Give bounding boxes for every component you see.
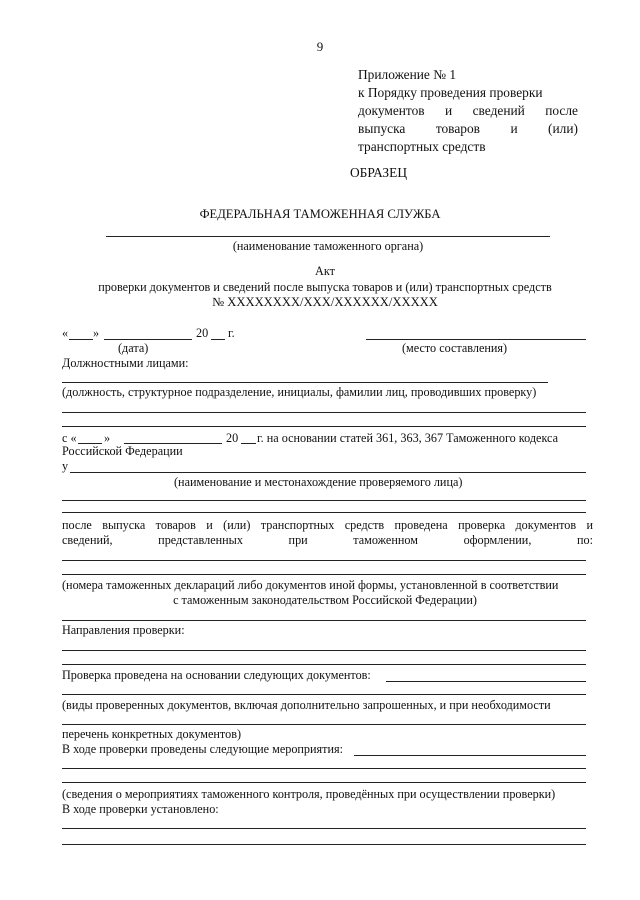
place-line [366, 339, 586, 340]
appendix-line-4 [358, 120, 578, 137]
paragraph-word: проведена [394, 518, 448, 532]
appendix-word: сведений [472, 103, 525, 118]
blank-line [62, 768, 586, 769]
blank-line [62, 664, 586, 665]
appendix-line-3 [358, 102, 578, 119]
blank-line [62, 694, 586, 695]
appendix-line-1: Приложение № 1 [358, 67, 457, 82]
appendix-word: выпуска [358, 121, 406, 136]
blank-line [62, 620, 586, 621]
measures-label: В ходе проверки проведены следующие мероприятия: [62, 742, 343, 756]
date-caption: (дата) [118, 341, 149, 355]
appendix-word: товаров [435, 121, 480, 136]
paragraph-word: проверка [458, 518, 506, 532]
checked-person-line [70, 472, 586, 473]
blank-line [62, 724, 586, 725]
paragraph-word: и [206, 518, 213, 532]
period-text: г. на основании статей 361, 363, 367 Таможенного кодекса [257, 431, 559, 445]
appendix-word: и [510, 121, 518, 136]
paragraph-word: представленных [158, 533, 243, 547]
paragraph-word: оформлении, [463, 533, 532, 547]
officials-caption: (должность, структурное подразделение, инициалы, фамилии лиц, проводивших проверку) [62, 385, 537, 399]
act-subtitle: проверки документов и сведений после выпуска товаров и (или) транспортных средств [98, 280, 552, 294]
blank-line [62, 426, 586, 427]
year-line [211, 339, 225, 340]
officials-line [62, 382, 548, 383]
blank-line [62, 650, 586, 651]
appendix-word: после [545, 103, 578, 118]
month-line [104, 339, 192, 340]
year-prefix: 20 [196, 326, 209, 340]
paragraph-word: сведений, [62, 533, 113, 547]
paragraph-word: документов [515, 518, 577, 532]
blank-line [62, 574, 586, 575]
documents-caption-line-1: (виды проверенных документов, включая дополнительно запрошенных, и при необходимости [62, 698, 551, 712]
paragraph-word: по: [576, 533, 593, 547]
basis-label: Проверка проведена на основании следующих документов: [62, 668, 371, 682]
paragraph-word: таможенном [353, 533, 418, 547]
blank-line [62, 412, 586, 413]
page-number: 9 [316, 39, 324, 54]
paragraph-word: транспортных [260, 518, 335, 532]
appendix-word: (или) [548, 121, 578, 136]
paragraph-word: после [62, 518, 92, 532]
agency-name: ФЕДЕРАЛЬНАЯ ТАМОЖЕННАЯ СЛУЖБА [199, 207, 441, 221]
officials-label: Должностными лицами: [62, 356, 189, 370]
customs-body-line [106, 236, 550, 237]
blank-line [62, 512, 586, 513]
period-text-line-2: Российской Федерации [62, 444, 183, 458]
blank-line [62, 782, 586, 783]
paragraph-word: выпуска [102, 518, 146, 532]
act-title: Акт [315, 264, 335, 278]
period-prefix: с « [62, 431, 77, 445]
year-suffix: г. [228, 326, 235, 340]
appendix-word: и [445, 103, 453, 118]
blank-line [62, 500, 586, 501]
blank-line [62, 844, 586, 845]
measures-line [354, 755, 586, 756]
blank-line [62, 560, 586, 561]
date-quote-open: « [62, 326, 69, 340]
paragraph-word: товаров [155, 518, 196, 532]
directions-label: Направления проверки: [62, 623, 185, 637]
date-quote-close: » [93, 326, 100, 340]
day-line [69, 339, 93, 340]
checked-person-caption: (наименование и местонахождение проверяемого лица) [174, 475, 463, 489]
paragraph-word: и [586, 518, 593, 532]
after-release-line-1 [62, 518, 593, 532]
period-year-line [241, 443, 256, 444]
period-quote-close: » [104, 431, 111, 445]
paragraph-word: (или) [223, 518, 251, 532]
measures-caption: (сведения о мероприятиях таможенного контроля, проведённых при осуществлении проверки) [62, 787, 556, 801]
act-number: № XXXXXXXX/XXX/XXXXXX/XXXXX [212, 295, 438, 309]
appendix-line-2: к Порядку проведения проверки [358, 85, 543, 100]
paragraph-word: при [288, 533, 308, 547]
period-year-prefix: 20 [226, 431, 239, 445]
declarations-caption-line-1: (номера таможенных деклараций либо документов иной формы, установленной в соответствии [62, 578, 559, 592]
documents-caption-line-2: перечень конкретных документов) [62, 727, 242, 741]
after-release-line-2 [62, 533, 593, 547]
appendix-word: документов [358, 103, 425, 118]
established-label: В ходе проверки установлено: [62, 802, 219, 816]
basis-line [386, 681, 586, 682]
appendix-line-5: транспортных средств [358, 139, 486, 154]
customs-body-caption: (наименование таможенного органа) [232, 239, 424, 253]
at-label: у [62, 459, 69, 473]
declarations-caption-line-2: с таможенным законодательством Российской Федерации) [173, 593, 477, 607]
sample-mark: ОБРАЗЕЦ [350, 165, 407, 180]
paragraph-word: средств [344, 518, 385, 532]
place-caption: (место составления) [402, 341, 508, 355]
blank-line [62, 828, 586, 829]
